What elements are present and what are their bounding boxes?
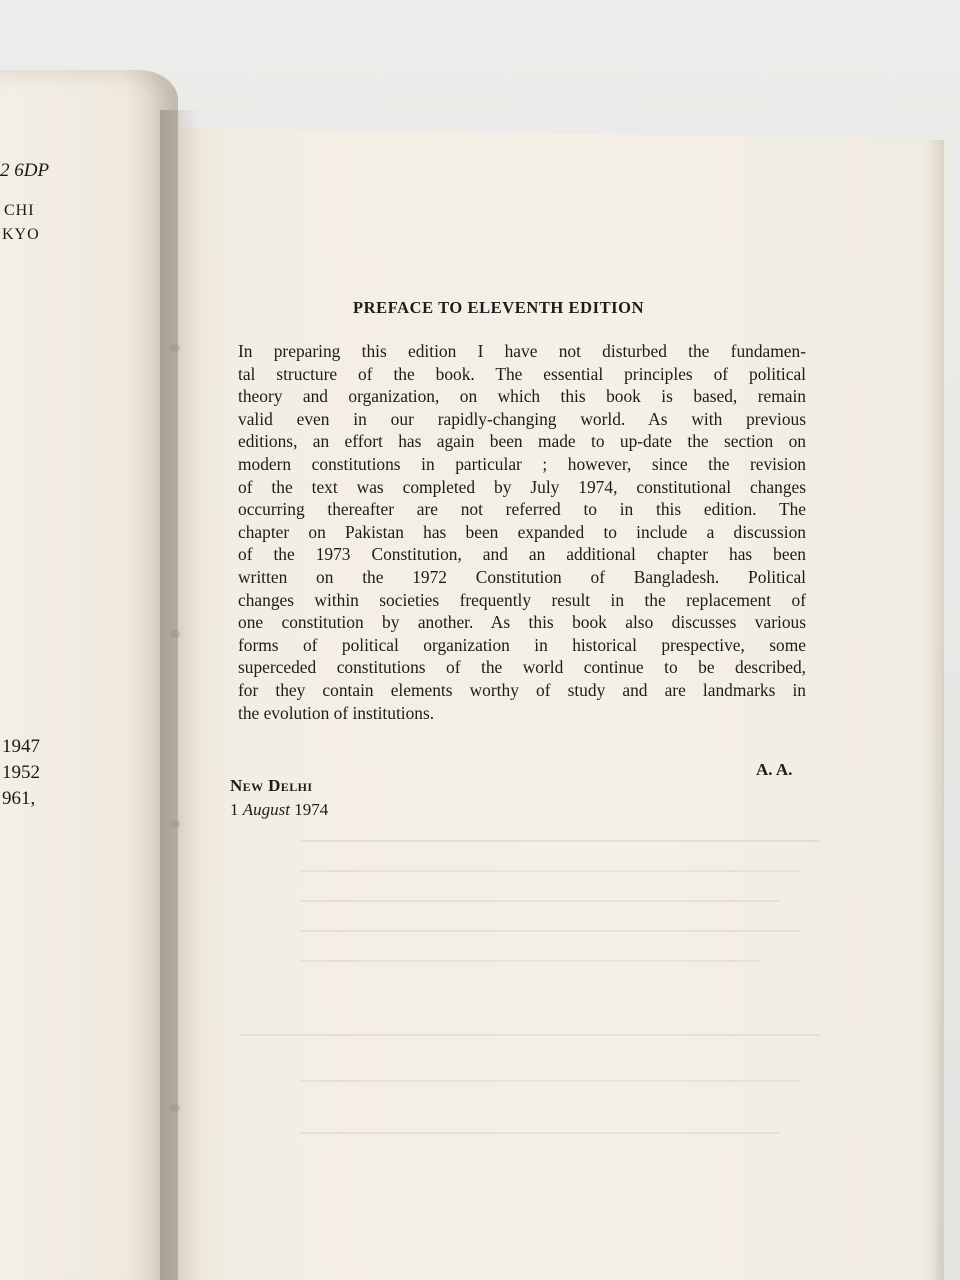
left-page-line: 1952	[2, 762, 40, 783]
place-name: New Delhi	[230, 776, 313, 795]
paragraph-line: modern constitutions in particular ; however, since the revision	[238, 453, 806, 474]
paragraph-line: superceded constitutions of the world continue to be described,	[238, 657, 806, 678]
paragraph-line: for they contain elements worthy of study and are landmarks in	[238, 679, 806, 700]
left-page-line: KYO	[2, 226, 40, 243]
paragraph-line: theory and organization, on which this book is based, remain	[238, 386, 806, 407]
date-year: 1974	[294, 800, 329, 819]
left-page-line: 2 6DP	[0, 160, 50, 181]
page-title: PREFACE TO ELEVENTH EDITION	[353, 298, 645, 317]
left-page	[0, 70, 178, 1280]
date-month: August	[242, 800, 290, 819]
preface-body	[238, 340, 806, 724]
preface-page	[178, 128, 948, 1280]
paragraph-line: of the text was completed by July 1974, constitutional changes	[238, 476, 806, 497]
date-day: 1	[230, 800, 239, 819]
paragraph-line: one constitution by another. As this book also discusses various	[238, 612, 806, 633]
paragraph-line: the evolution of institutions.	[238, 702, 435, 723]
paragraph-line: tal structure of the book. The essential principles of political	[238, 363, 806, 384]
paragraph-line: editions, an effort has again been made to up-date the section on	[238, 431, 806, 452]
paragraph-line: written on the 1972 Constitution of Bangladesh. Political	[238, 566, 806, 587]
paragraph-line: chapter on Pakistan has been expanded to include a discussion	[238, 521, 806, 542]
paragraph-line: changes within societies frequently result in the replacement of	[238, 589, 806, 610]
left-page-line: 961,	[2, 788, 36, 809]
preface-date	[230, 800, 328, 820]
left-page-line: 1947	[2, 736, 40, 757]
left-page-line: CHI	[4, 202, 35, 219]
paragraph-line: forms of political organization in historical prespective, some	[238, 634, 806, 655]
paragraph-line: In preparing this edition I have not disturbed the fundamen-	[238, 341, 806, 361]
paragraph-line: of the 1973 Constitution, and an additional chapter has been	[238, 544, 806, 565]
paragraph-line: valid even in our rapidly-changing world. As with previous	[238, 408, 806, 429]
paragraph-line: occurring thereafter are not referred to in this edition. The	[238, 499, 806, 520]
author-initials: A. A.	[756, 760, 793, 779]
